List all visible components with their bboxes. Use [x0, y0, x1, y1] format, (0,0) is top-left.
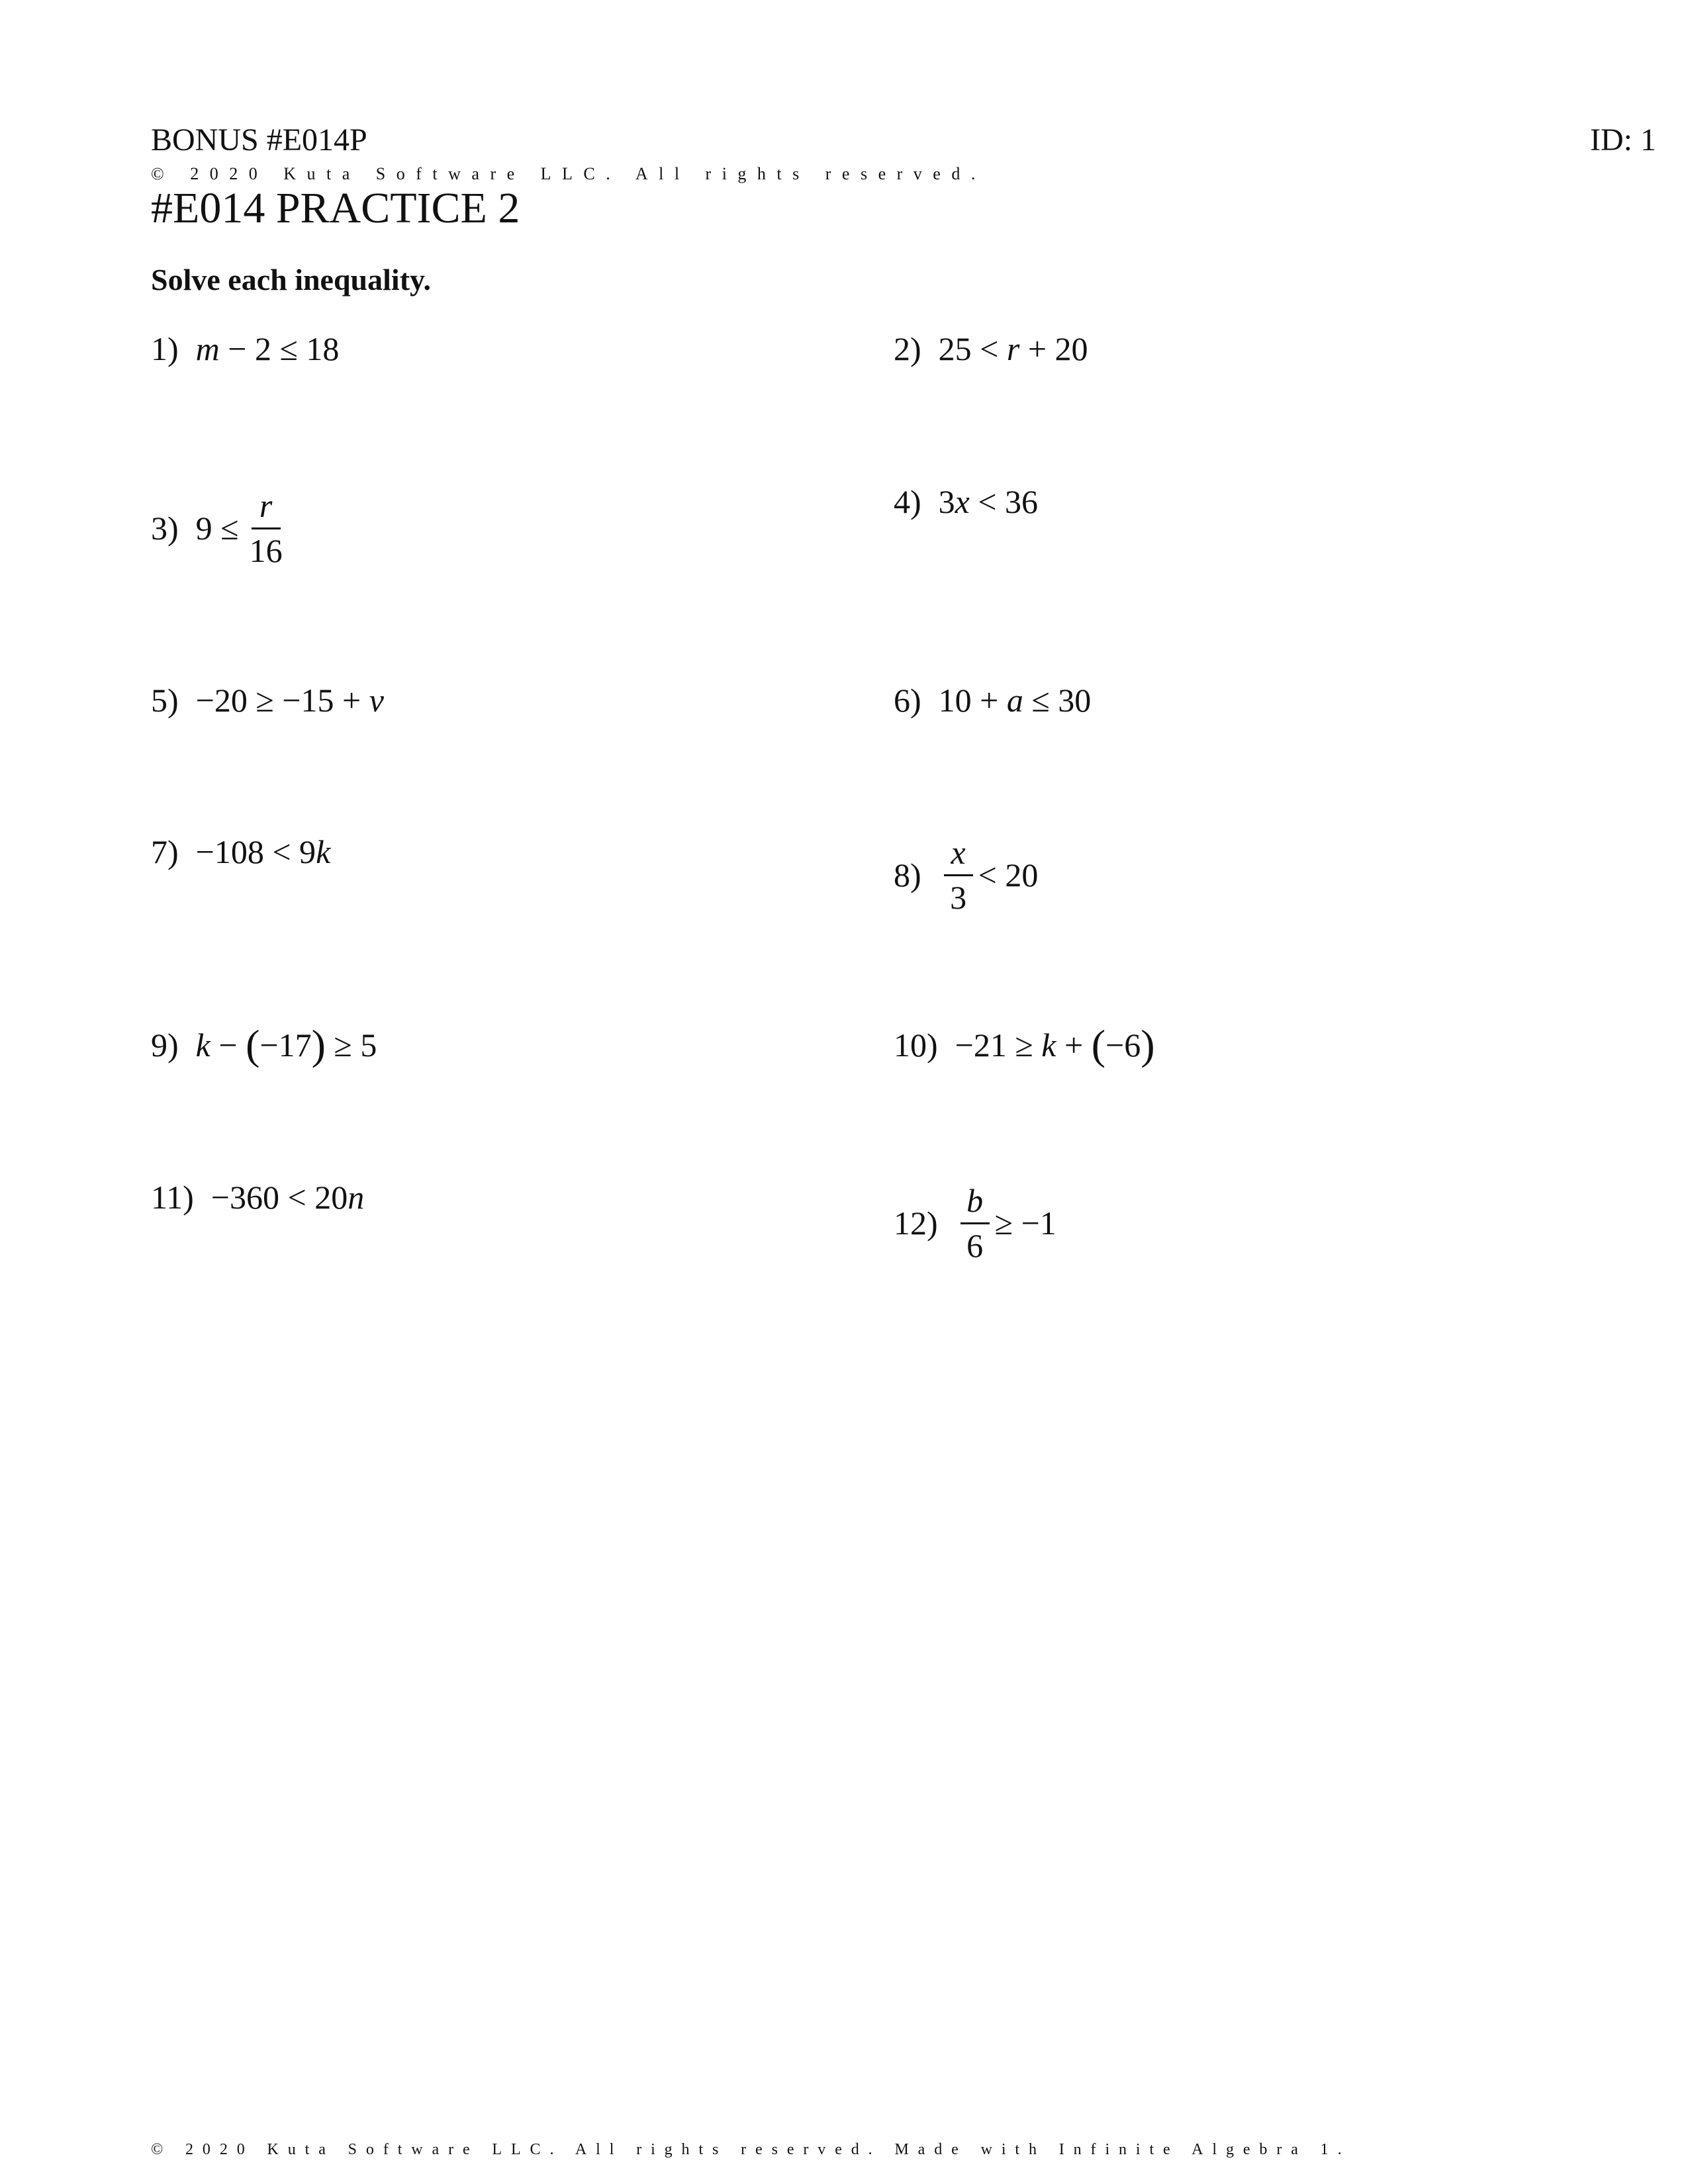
- problem-5: [151, 684, 384, 717]
- problem-2: [894, 332, 1088, 365]
- open-paren: (: [1091, 1021, 1106, 1068]
- problem-number: 7): [151, 833, 179, 870]
- expression-part: −108 < 9: [195, 833, 316, 870]
- problem-1: [151, 332, 339, 365]
- expression-part: −21 ≥: [955, 1026, 1042, 1064]
- page-title: #E014 PRACTICE 2: [151, 184, 520, 232]
- problem-3: [151, 488, 293, 568]
- fraction-denominator: 6: [966, 1226, 984, 1264]
- instructions: Solve each inequality.: [151, 263, 431, 296]
- problem-number: 11): [151, 1179, 194, 1216]
- id-label: ID: 1: [1590, 122, 1656, 158]
- problem-12: [894, 1183, 1056, 1263]
- problem-number: 5): [151, 682, 179, 719]
- problem-number: 10): [894, 1026, 938, 1064]
- variable: m: [195, 330, 220, 367]
- problem-number: 9): [151, 1026, 179, 1064]
- fraction: [961, 1183, 990, 1263]
- variable: k: [195, 1026, 211, 1064]
- expression-part: − 2 ≤ 18: [219, 330, 340, 367]
- problem-11: [151, 1181, 364, 1214]
- variable: x: [955, 483, 970, 520]
- fraction: [244, 488, 288, 568]
- problem-number: 2): [894, 330, 921, 367]
- problem-number: 3): [151, 510, 179, 547]
- copyright-notice: © 2020 Kuta Software LLC. All rights reserved.: [151, 164, 986, 183]
- worksheet-label: BONUS #E014P: [151, 122, 367, 158]
- expression-part: ≤ 30: [1023, 682, 1092, 719]
- expression-part: 25 <: [938, 330, 1007, 367]
- problem-4: [894, 485, 1038, 518]
- expression-part: + 20: [1019, 330, 1088, 367]
- close-paren: ): [1141, 1021, 1155, 1068]
- expression-part: −20 ≥ −15 +: [195, 682, 369, 719]
- problem-number: 8): [894, 856, 921, 893]
- problem-number: 12): [894, 1205, 938, 1242]
- close-paren: ): [311, 1021, 326, 1068]
- problem-7: [151, 835, 330, 868]
- variable: a: [1006, 682, 1023, 719]
- variable: k: [1041, 1026, 1056, 1064]
- fraction-denominator: 16: [249, 531, 283, 569]
- problem-8: [894, 835, 1038, 915]
- problem-number: 6): [894, 682, 921, 719]
- fraction-numerator: b: [961, 1183, 990, 1224]
- problem-number: 4): [894, 483, 921, 520]
- fraction-numerator: r: [252, 488, 281, 529]
- footer-copyright: © 2020 Kuta Software LLC. All rights reserved. Made with Infinite Algebra 1.: [151, 2141, 1351, 2158]
- expression-part: < 20: [978, 856, 1039, 893]
- fraction-denominator: 3: [950, 878, 967, 916]
- expression-part: ≥ 5: [325, 1026, 377, 1064]
- expression-part: −: [210, 1026, 246, 1064]
- expression-part: −17: [259, 1026, 312, 1064]
- problem-10: [894, 1021, 1155, 1068]
- variable: v: [369, 682, 384, 719]
- expression-part: 10 +: [938, 682, 1007, 719]
- expression-part: 9 ≤: [195, 510, 239, 547]
- variable: r: [1006, 330, 1020, 367]
- problem-number: 1): [151, 330, 179, 367]
- expression-part: −360 < 20: [211, 1179, 348, 1216]
- problem-9: [151, 1021, 377, 1068]
- expression-part: −6: [1105, 1026, 1141, 1064]
- fraction: [944, 835, 973, 915]
- variable: n: [348, 1179, 365, 1216]
- variable: k: [316, 833, 331, 870]
- open-paren: (: [246, 1021, 260, 1068]
- expression-part: +: [1056, 1026, 1092, 1064]
- expression-part: < 36: [969, 483, 1039, 520]
- expression-part: 3: [938, 483, 955, 520]
- expression-part: ≥ −1: [994, 1205, 1056, 1242]
- problem-6: [894, 684, 1091, 717]
- fraction-numerator: x: [944, 835, 973, 876]
